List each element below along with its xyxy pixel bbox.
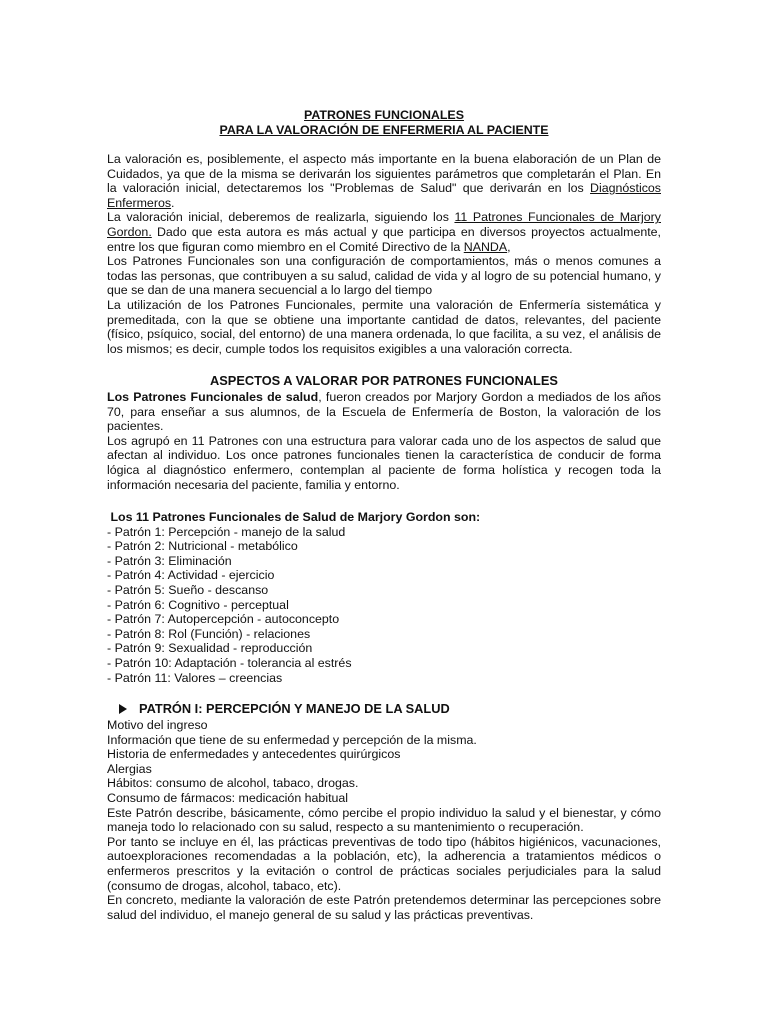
patron-1-line: Información que tiene de su enfermedad y percepción de la misma.	[107, 732, 477, 747]
diagnosticos-link[interactable]: Diagnósticos Enfermeros	[107, 181, 661, 210]
patron-list-item: - Patrón 3: Eliminación	[107, 553, 232, 568]
patron-1-lines	[107, 718, 661, 806]
patron-1-line: Historia de enfermedades y antecedentes quirúrgicos	[107, 747, 401, 762]
intro-paragraph-2: La valoración inicial, deberemos de realizarla, siguiendo los 11 Patrones Funcionales de Marjory Gordon. Dado que esta autora es más actual y que participa en diversos proyectos actualmente, entre los que figuran como miembro en el Comité Directivo de la NANDA,	[107, 210, 661, 254]
patron-list-item: - Patrón 10: Adaptación - tolerancia al estrés	[107, 655, 352, 670]
title-line-2: PARA LA VALORACIÓN DE ENFERMERIA AL PACIENTE	[219, 122, 549, 137]
patron-list-item: - Patrón 9: Sexualidad - reproducción	[107, 641, 313, 656]
patrones-list-heading: Los 11 Patrones Funcionales de Salud de Marjory Gordon son:	[107, 510, 481, 524]
patron-list-item: - Patrón 5: Sueño - descanso	[107, 582, 269, 597]
patron-list-item: - Patrón 1: Percepción - manejo de la salud	[107, 524, 346, 539]
patron-1-section	[107, 718, 661, 922]
patrones-gordon-link[interactable]: 11 Patrones Funcionales de Marjory Gordon.	[107, 210, 661, 239]
intro-section	[107, 152, 661, 356]
patron-list-item: - Patrón 7: Autopercepción - autoconcepto	[107, 612, 340, 627]
patron-1-paragraph-1: Este Patrón describe, básicamente, cómo percibe el propio individuo la salud y el bienestar, y cómo maneja todo lo relacionado con su salud, respecto a su mantenimiento o recuperación.	[107, 805, 661, 835]
nanda-link[interactable]: NANDA	[463, 239, 508, 254]
patron-list-item: - Patrón 2: Nutricional - metabólico	[107, 539, 298, 554]
intro-paragraph-4: La utilización de los Patrones Funcionales, permite una valoración de Enfermería sistemática y premeditada, con la que se obtiene una importante cantidad de datos, relevantes, del paciente (físico, psíquico, social, del entorno) de una manera ordenada, lo que facilita, a su vez, el análisis de los mismos; es decir, cumple todos los requisitos exigibles a una valoración correcta.	[107, 297, 661, 356]
aspectos-paragraph-2: Los agrupó en 11 Patrones con una estructura para valorar cada uno de los aspectos de salud que afectan al individuo. Los once patrones funcionales tienen la característica de conducir de forma lógica al diagnóstico enfermero, contemplan al paciente de forma holística y recogen toda la información necesaria del paciente, familia y entorno.	[107, 433, 661, 492]
patron-1-line: Consumo de fármacos: medicación habitual	[107, 790, 349, 805]
patrones-list	[107, 510, 661, 685]
patron-1-line: Hábitos: consumo de alcohol, tabaco, drogas.	[107, 776, 359, 791]
patron-1-heading: PATRÓN I: PERCEPCIÓN Y MANEJO DE LA SALUD	[107, 702, 661, 717]
intro-paragraph-3: Los Patrones Funcionales son una configuración de comportamientos, más o menos comunes a todas las personas, que contribuyen a su salud, calidad de vida y al logro de su potencial humano, y que se dan de una manera secuencial a lo largo del tiempo	[107, 254, 661, 298]
patron-list-item: - Patrón 6: Cognitivo - perceptual	[107, 597, 289, 612]
aspectos-paragraph-1: Los Patrones Funcionales de salud, fueron creados por Marjory Gordon a mediados de los años 70, para enseñar a sus alumnos, de la Escuela de Enfermería de Boston, la valoración de los pacientes.	[107, 390, 662, 434]
patron-1-paragraph-2: Por tanto se incluye en él, las prácticas preventivas de todo tipo (hábitos higiénicos, vacunaciones, autoexploraciones recomendadas a la población, etc), la adherencia a tratamientos médicos o enfermeros prescritos y la evitación o control de prácticas sociales perjudiciales para la salud (consumo de drogas, alcohol, tabaco, etc).	[107, 834, 661, 893]
aspectos-heading: ASPECTOS A VALORAR POR PATRONES FUNCIONALES	[210, 373, 558, 388]
intro-paragraph-1: La valoración es, posiblemente, el aspecto más importante en la buena elaboración de un Plan de Cuidados, ya que de la misma se derivarán los siguientes parámetros que completarán el Plan. En la valoración inicial, detectaremos los "Problemas de Salud" que derivarán en los Diagnósticos Enfermeros.	[107, 152, 661, 210]
patron-1-line: Motivo del ingreso	[107, 718, 208, 732]
title-line-1: PATRONES FUNCIONALES	[304, 108, 464, 122]
patron-list-item: - Patrón 4: Actividad - ejercicio	[107, 568, 275, 583]
patron-1-line: Alergias	[107, 761, 152, 776]
aspectos-section	[107, 390, 661, 492]
document-title	[107, 108, 661, 137]
patrones-list-items	[107, 525, 661, 686]
patron-list-item: - Patrón 11: Valores – creencias	[107, 670, 283, 685]
arrow-bullet-icon	[119, 704, 127, 714]
patron-1-paragraph-3: En concreto, mediante la valoración de este Patrón pretendemos determinar las percepciones sobre salud del individuo, el manejo general de su salud y las prácticas preventivas.	[107, 893, 661, 922]
patron-list-item: - Patrón 8: Rol (Función) - relaciones	[107, 626, 311, 641]
